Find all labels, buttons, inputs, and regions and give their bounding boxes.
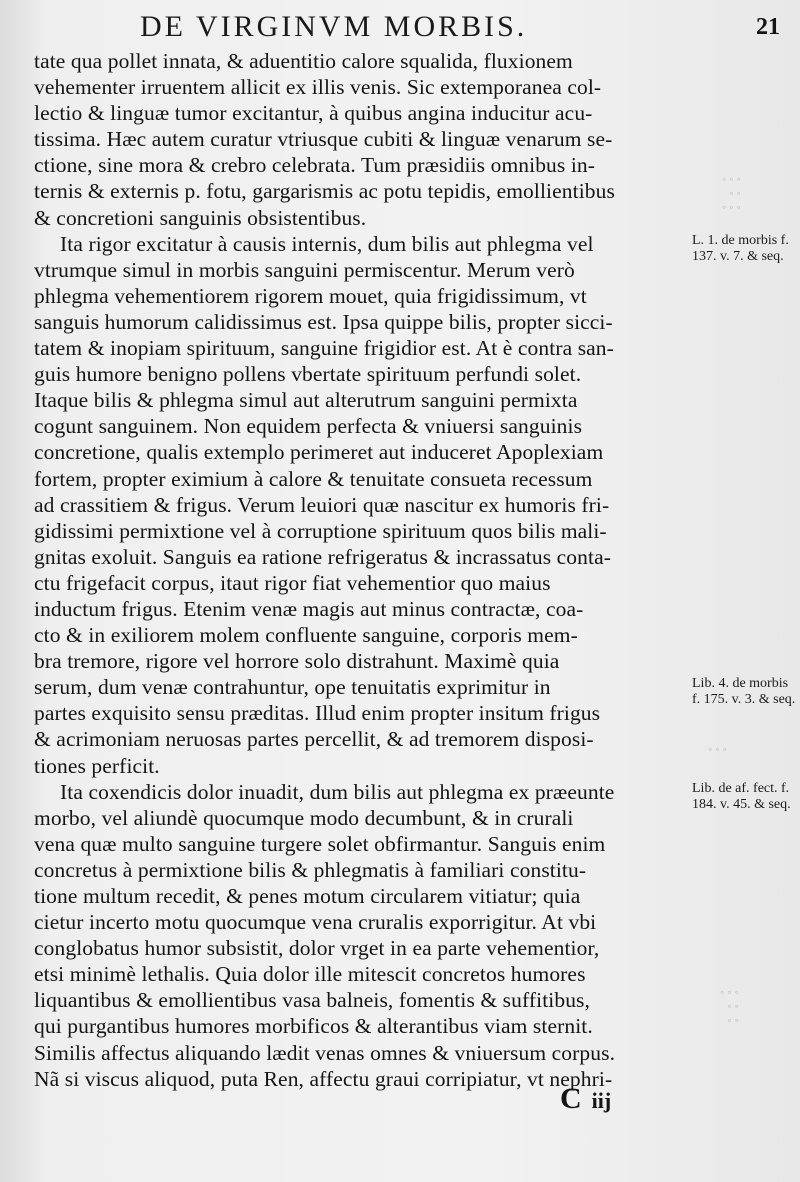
text-line: phlegma vehementiorem rigorem mouet, quia frigidissimum, vt xyxy=(34,283,587,308)
text-line: tione multum recedit, & penes motum circularem vitiatur; quia xyxy=(34,884,581,908)
text-line: cogunt sanguinem. Non equidem perfecta & vniuersi sanguinis xyxy=(34,414,583,439)
running-title: DE VIRGINVM MORBIS. xyxy=(140,10,528,43)
page-number: 21 xyxy=(756,14,780,40)
text-line: tissima. Hæc autem curatur vtriusque cubiti & linguæ venarum se- xyxy=(34,127,613,152)
text-line: gidissimi permixtione vel à corruptione spirituum quos bilis mali- xyxy=(34,518,607,543)
text-line: tatem & inopiam spirituum, sanguine frigidior est. At è contra san- xyxy=(34,336,614,361)
text-line: gnitas exoluit. Sanguis ea ratione refrigeratus & incrassatus conta- xyxy=(34,544,611,569)
margin-note: Lib. 4. de morbis f. 175. v. 3. & seq. xyxy=(692,676,796,708)
text-line: vehementer irruentem allicit ex illis venis. Sic extemporanea col- xyxy=(34,75,602,100)
text-line: & concretioni sanguinis obsistentibus. xyxy=(34,205,367,230)
text-line: lectio & linguæ tumor excitantur, à quibus angina inducitur acu- xyxy=(34,101,593,126)
page-header xyxy=(140,10,780,50)
text-line: & acrimoniam neruosas partes percellit, & ad tremorem disposi- xyxy=(34,727,594,752)
text-line: ternis & externis p. fotu, gargarismis ac potu tepidis, emollientibus xyxy=(34,179,615,204)
text-line: ctione, sine mora & crebro celebrata. Tum præsidiis omnibus in- xyxy=(34,153,596,178)
text-line: Similis affectus aliquando lædit venas omnes & vniuersum corpus. xyxy=(34,1040,616,1065)
text-line: partes exquisito sensu præditas. Illud enim propter insitum frigus xyxy=(34,701,601,726)
text-line: Itaque bilis & phlegma simul aut alterutrum sanguini permixta xyxy=(34,388,578,413)
show-through-text: ◦ ◦ ◦ ◦ ◦ ◦ ◦ xyxy=(720,985,739,1027)
text-line: liquantibus & emollientibus vasa balneis, fomentis & suffitibus, xyxy=(34,988,590,1013)
text-line: tiones perficit. xyxy=(34,753,160,778)
text-line: serum, dum venæ contrahuntur, ope tenuitatis exprimitur in xyxy=(34,675,551,700)
text-line: fortem, propter eximium à calore & tenuitate consueta recessum xyxy=(34,466,593,491)
show-through-text: ◦ ◦ ◦ ◦ ◦ ◦ ◦ ◦ xyxy=(722,172,741,214)
text-line: bra tremore, rigore vel horrore solo distrahunt. Maximè quia xyxy=(34,649,560,674)
text-line: guis humore benigno pollens vbertate spirituum perfundi solet. xyxy=(34,362,582,387)
text-line: vtrumque simul in morbis sanguini permiscentur. Merum verò xyxy=(34,257,575,282)
text-line: conglobatus humor subsistit, dolor vrget in ea parte vehementior, xyxy=(34,936,600,961)
text-line: sanguis humorum calidissimus est. Ipsa quippe bilis, propter sicci- xyxy=(34,309,613,334)
text-line: qui purgantibus humores morbificos & alterantibus viam sternit. xyxy=(34,1014,593,1039)
signature-number: iij xyxy=(591,1088,612,1113)
signature-letter: C xyxy=(560,1082,582,1115)
text-line: tate qua pollet innata, & aduentitio calore squalida, fluxionem xyxy=(34,49,573,73)
signature-mark xyxy=(560,1082,611,1116)
text-line: Ita coxendicis dolor inuadit, dum bilis aut phlegma ex præeunte xyxy=(60,779,615,804)
main-text-block xyxy=(34,48,689,1092)
text-line: concretus à permixtione bilis & phlegmatis à familiari constitu- xyxy=(34,857,587,882)
margin-note: Lib. de af. fect. f. 184. v. 45. & seq. xyxy=(692,780,791,812)
text-line: inductum frigus. Etenim venæ magis aut minus contractæ, coa- xyxy=(34,596,584,621)
text-line: cietur incerto motu quocumque vena cruralis exporrigitur. At vbi xyxy=(34,910,597,935)
text-line: Ita rigor excitatur à causis internis, dum bilis aut phlegma vel xyxy=(60,231,594,256)
text-line: ctu frigefacit corpus, itaut rigor fiat vehementior quo maius xyxy=(34,570,551,595)
text-line: ad crassitiem & frigus. Verum leuiori quæ nascitur ex humoris fri- xyxy=(34,492,610,517)
text-line: vena quæ multo sanguine turgere solet obfirmantur. Sanguis enim xyxy=(34,831,606,856)
text-line: concretione, qualis extemplo perimeret aut induceret Apoplexiam xyxy=(34,440,604,465)
text-line: Nã si viscus aliquod, puta Ren, affectu graui corripiatur, vt nephri- xyxy=(34,1066,613,1091)
text-line: cto & in exiliorem molem confluente sanguine, corporis mem- xyxy=(34,623,578,648)
show-through-text: ◦ ◦ ◦ xyxy=(708,742,727,756)
text-line: etsi minimè lethalis. Quia dolor ille mitescit concretos humores xyxy=(34,962,586,987)
text-line: morbo, vel aliundè quocumque modo decumbunt, & in crurali xyxy=(34,805,574,830)
margin-note: L. 1. de morbis f. 137. v. 7. & seq. xyxy=(692,232,789,264)
